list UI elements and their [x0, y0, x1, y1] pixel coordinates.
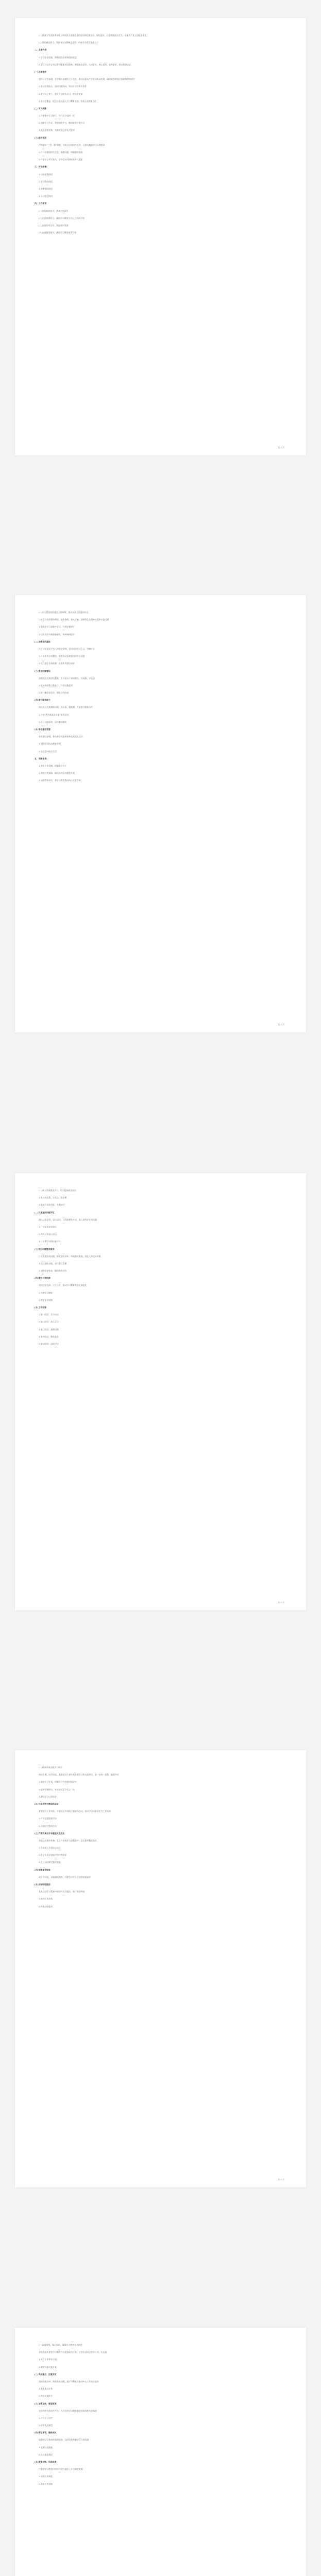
text-line: 1.学习党章党规，增强党性修养和组织观念	[39, 56, 77, 59]
section-heading: 五、保障措施	[35, 757, 47, 760]
text-line: 1.坚持学用结合，坚持问题导向，突出针对性和实效性	[39, 85, 87, 88]
section-heading: (四)加强督导检查	[35, 1868, 50, 1871]
text-line: 2.落实长效机制	[39, 2482, 53, 2485]
text-line: 4.总结提升阶段	[39, 195, 53, 198]
text-line: (三)加强宣传引导，营造良好氛围	[39, 224, 69, 227]
text-line: 2.建立健全长效机制，巩固作风建设成果	[39, 662, 75, 665]
section-heading: (五)工作安排	[35, 1306, 47, 1309]
text-line: 2.制定具体实施方案	[39, 2365, 57, 2368]
text-line: 2.组织专题研讨，每名党员至少发言一次	[39, 1788, 75, 1791]
section-heading: (三)抓好问题整改落实	[35, 1247, 55, 1250]
text-line: 4.第四阶段：整改落实	[39, 1335, 59, 1338]
text-line: 1.开设学习专栏	[39, 2416, 53, 2419]
section-heading: (五)推进基层党建	[35, 728, 50, 731]
text-line: 5.第五阶段：总结评估	[39, 1342, 59, 1345]
section-heading: (二)认真查找问题不足	[35, 1211, 55, 1214]
text-line: 2.学习习近平总书记系列重要讲话精神，增强政治意识、大局意识、核心意识、看齐意识，坚定理想信念	[39, 63, 131, 66]
text-line: 2.签订廉洁承诺书，强化自我约束	[39, 691, 69, 694]
text-line: 认真学习党的基本理论、基本路线、基本方略，深刻领会其精神实质和丰富内涵	[39, 618, 109, 621]
text-line: (一)高度重视，精心组织，确保学习教育扎实推进	[39, 2344, 82, 2346]
text-line: 加强对学习教育的督促检查，及时发现和解决存在的问题	[39, 2438, 89, 2442]
text-line: 1.建立整改台账，实行销号管理	[39, 1262, 67, 1265]
text-line: 充分利用各类宣传平台，大力宣传学习教育的进展成效和先进典型	[39, 2409, 97, 2412]
text-line: 1.坚持读原著、学原文、悟原理	[39, 1196, 67, 1199]
document-page	[15, 595, 306, 1032]
text-line: 2.健全监督机制	[39, 1298, 53, 1301]
text-line: (三)强化政治担当，发挥党员先锋模范作用，形成学习教育整体合力	[39, 41, 98, 44]
text-line: 1.完善学习制度	[39, 1291, 53, 1294]
text-line: 3.第三阶段：查摆问题	[39, 1328, 59, 1331]
text-line: (四)加强督促指导，确保学习教育取得实效	[39, 231, 77, 234]
page-content	[35, 1764, 287, 1910]
section-heading: (二)学习安排	[35, 107, 47, 110]
text-line: (一)加强组织领导，落实工作责任	[39, 209, 69, 212]
page-content	[35, 32, 287, 236]
text-line: 2.第二阶段：深入学习	[39, 1320, 59, 1324]
text-line: 1.开展志愿服务活动	[39, 1817, 57, 1820]
text-line: 1.开展集中学习研讨，每月至少组织一次	[39, 114, 75, 117]
text-line: 围绕主题，结合实际，组织党员干部开展专题学习和交流研讨，进一步统一思想、凝聚共识	[39, 1773, 119, 1776]
text-line: 1.第一阶段：学习动员	[39, 1313, 59, 1316]
text-line: 2.建立问题清单，逐项跟踪落实	[39, 720, 67, 723]
section-heading: (二)突出重点，注重实效	[35, 2372, 57, 2376]
section-heading: (一)总体要求	[35, 70, 47, 73]
text-line: 夯实基层基础，推动基层党组织标准化规范化建设	[39, 735, 83, 738]
text-line: 1.广泛征求意见建议	[39, 1225, 57, 1228]
text-line: 3.组织专题党课，党组织书记带头讲党课	[39, 129, 75, 132]
text-line: 3.坚持全覆盖，把全体党员纳入学习教育范围，坚持正面教育为主	[39, 99, 97, 103]
text-line: 1.开展作风专项整治，聚焦群众反映强烈的突出问题	[39, 655, 85, 658]
text-line: 3.加强考核评价，将学习教育情况纳入年度考核	[39, 779, 81, 782]
section-heading: (三)加强宣传，营造氛围	[35, 2402, 57, 2405]
text-line: 坚持以学为基础，在学懂弄通做实上下功夫，推动全面从严治党向纵深发展，确保党的路线方针政策贯彻落实	[39, 78, 135, 81]
document-page	[15, 1173, 306, 1611]
page-number: 第 1 页	[278, 446, 284, 449]
text-line: 注重把学习教育中的好经验好做法上升为制度机制	[39, 2468, 83, 2471]
text-line: 3.会后及时制定整改措施	[39, 1861, 61, 1864]
text-line: (一)学习贯彻党的理论方针政策，推动各项工作落到实处	[39, 611, 89, 614]
section-heading: 三、方法步骤	[35, 165, 47, 168]
text-line: 2.及时通报情况	[39, 2453, 53, 2456]
page-content	[35, 609, 287, 785]
text-line: 针对查摆出的问题，制定整改清单，明确整改措施、责任人和完成时限	[39, 1255, 101, 1258]
text-line: (二)注重统筹结合，确保学习教育与中心工作两不误	[39, 216, 85, 219]
document-page	[15, 2328, 306, 2576]
section-heading: (四)强化督导，确保成效	[35, 2431, 57, 2434]
text-line: 2.突出关键环节	[39, 2395, 53, 2398]
text-line: 坚持边学边改、立行立改，推动学习教育常态化制度化	[39, 1284, 87, 1287]
text-line: 2.会上认真开展批评和自我批评	[39, 1854, 67, 1857]
text-line: 及时总结学习教育中的好经验好做法，推广典型经验	[39, 1890, 85, 1893]
text-line: 3.查摆整改阶段	[39, 187, 53, 190]
text-line: 2.学习教育阶段	[39, 180, 53, 183]
text-line: 1.聚焦重点任务	[39, 2387, 53, 2391]
text-line: 1.健全工作机制，明确责任分工	[39, 764, 67, 767]
text-line: 2.创新学习方式，利用网络平台、微信群等开展学习	[39, 122, 85, 125]
text-line: 1.会前深入开展谈心谈话	[39, 1846, 61, 1850]
text-line: 1.开展“我为群众办实事”实践活动	[39, 713, 69, 716]
text-line: 紧密结合工作实际，开展形式多样的主题实践活动，推动学习成果转化为工作成效	[39, 1810, 111, 1813]
text-line: 1.召开专题组织生活会，查摆问题，明确整改措施	[39, 151, 83, 154]
section-heading: (二)扎实开展主题实践活动	[35, 1802, 59, 1805]
text-line: 1.组织党员干部集中学习，开展专题研讨	[39, 625, 75, 629]
text-line: 1.梳理工作成效	[39, 1897, 53, 1901]
text-line: 2.坚持以上率下，领导干部带头学习、带头讲党课	[39, 92, 83, 95]
text-line: 1.成立工作领导小组	[39, 2358, 57, 2361]
document-page	[15, 18, 306, 455]
text-line: 2.开展结对帮扶活动	[39, 1824, 57, 1827]
text-line: 2.形成总结报告	[39, 1905, 53, 1908]
text-line: 通过征求意见、谈心谈话、自我查摆等方式，深入查找存在的问题	[39, 1218, 97, 1221]
section-heading: (五)建章立制，巩固成果	[35, 2461, 57, 2463]
text-line: 2.结合实际开展调查研究，形成调研报告	[39, 633, 75, 636]
section-heading: (四)提升服务能力	[35, 699, 50, 702]
text-line: 2.选树先进典型	[39, 2424, 53, 2427]
text-line: 加强党章党规党纪教育，引导党员干部知敬畏、存戒惧、守底线	[39, 676, 95, 680]
text-line: 会前认真做好准备，会上开展批评与自我批评，会后抓好整改落实	[39, 1839, 97, 1842]
page-content	[35, 1187, 287, 1348]
page-number: 第 2 页	[278, 1023, 284, 1026]
text-line: 1.完善工作制度	[39, 2475, 53, 2478]
section-heading: 二、主要内容	[35, 48, 47, 52]
text-line: 各级党组织要把学习教育作为重要政治任务，主要负责同志要亲自抓、负总责	[39, 2351, 107, 2354]
text-line: 围绕群众急难愁盼问题，办实事、解难题，不断提升服务水平	[39, 706, 93, 709]
text-line: 严格落实“三会一课”制度，按时召开组织生活会，认真开展批评与自我批评	[39, 143, 105, 146]
text-line: 3.撰写学习心得体会	[39, 1795, 57, 1798]
page-number: 第 4 页	[278, 2178, 284, 2181]
text-line: 2.开展民主评议党员，引导党员对照标准查找差距	[39, 158, 83, 161]
text-line: 1.组织观看警示教育片，开展以案促改	[39, 684, 73, 687]
section-heading: 四、工作要求	[35, 202, 47, 205]
section-heading: (二)加强作风建设	[35, 640, 50, 643]
text-line: (一)认真开展专题学习研讨	[39, 1766, 62, 1769]
page-content	[35, 2342, 287, 2488]
text-line: 1.动员部署阶段	[39, 173, 53, 176]
text-line: 成立督导组，采取随机抽查、列席会议等方式加强督促指导	[39, 1875, 91, 1878]
document-page	[15, 1750, 306, 2188]
text-line: 2.规范党内政治生活	[39, 750, 57, 753]
page-number: 第 3 页	[278, 1601, 284, 1604]
text-line: 1.制定学习计划，明确学习内容和时间安排	[39, 1781, 77, 1784]
section-heading: (四)建立长效机制	[35, 1277, 50, 1280]
text-line: 2.强化经费保障，确保各项活动顺利开展	[39, 772, 75, 775]
text-line: 1.加强党员队伍教育管理	[39, 742, 61, 745]
text-line: (二)教育引导各级领导班子和领导干部强化党的意识和纪律意识、规矩意识，自觉增强政治定力，永葆共产党人的政治本色	[39, 34, 147, 37]
text-line: 3.认真撰写对照检查材料	[39, 1240, 61, 1243]
text-line: 持之以恒落实中央八项规定精神，坚决纠治形式主义、官僚主义	[39, 647, 95, 650]
text-line: 2.加强督促检查，确保整改到位	[39, 1269, 67, 1273]
section-heading: (三)组织生活	[35, 136, 47, 139]
text-line: 坚持问题导向，聚焦突出问题，把学习教育与推动中心工作结合起来	[39, 2380, 99, 2383]
text-line: 1.定期开展督查	[39, 2446, 53, 2449]
section-heading: (三)严肃认真召开专题组织生活会	[35, 1832, 65, 1835]
section-heading: (三)强化纪律意识	[35, 669, 50, 672]
text-line: 2.深入开展谈心谈话	[39, 1233, 57, 1236]
text-line: 2.组织开展读书班、专题辅导	[39, 1204, 65, 1207]
section-heading: (五)总结经验做法	[35, 1883, 50, 1886]
text-line: (一)深入开展理论学习，切实提高政治站位	[39, 1189, 77, 1192]
